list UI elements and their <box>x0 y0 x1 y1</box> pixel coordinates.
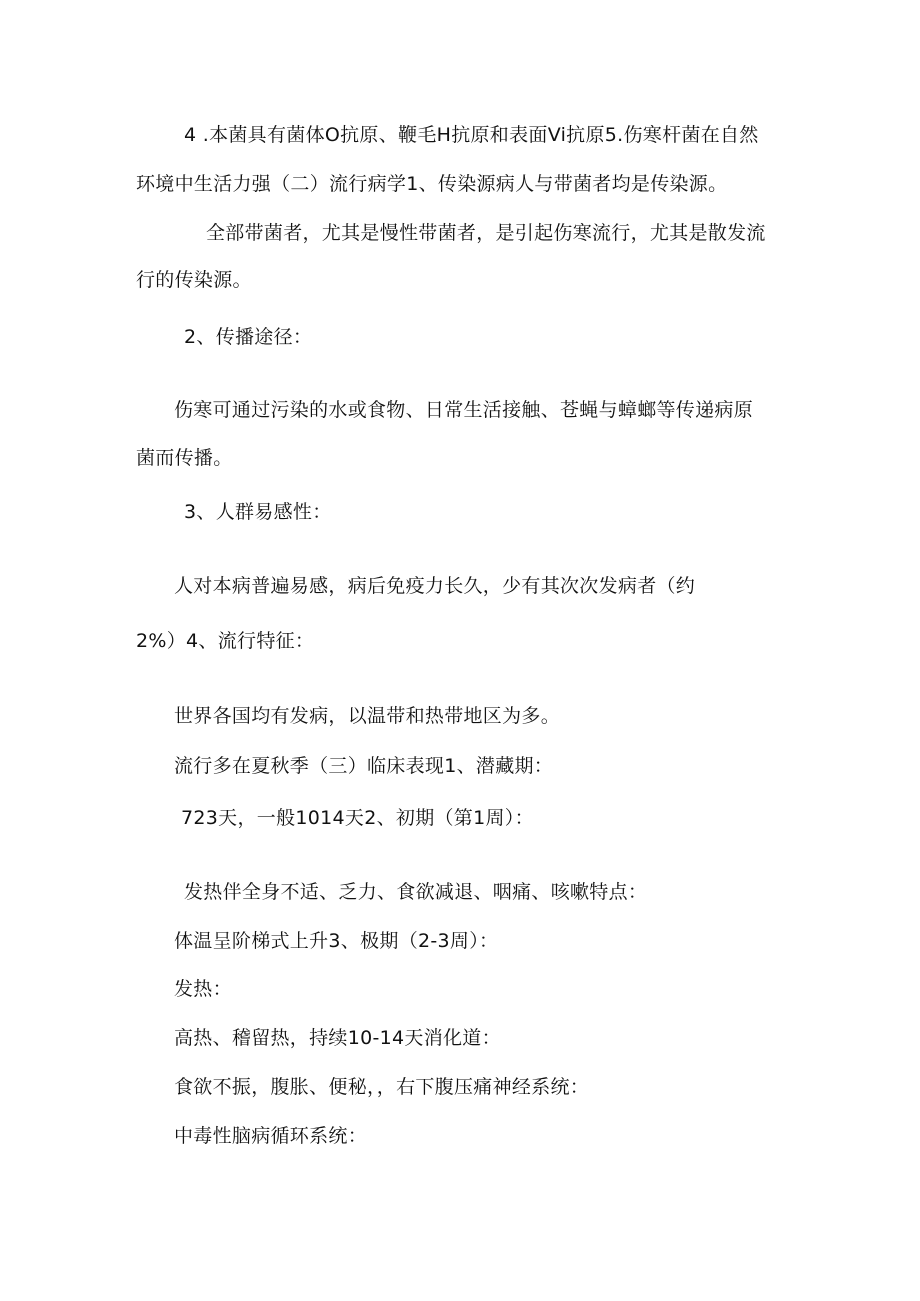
paragraph-line-19: 中毒性脑病循环系统： <box>174 1125 368 1147</box>
paragraph-line-18: 食欲不振，腹胀、便秘，，右下腹压痛神经系统： <box>174 1076 590 1098</box>
paragraph-line-14: 发热伴全身不适、乏力、食欲减退、咽痛、咳嗽特点： <box>184 881 648 903</box>
paragraph-line-11: 世界各国均有发病，以温带和热带地区为多。 <box>174 705 561 727</box>
paragraph-line-2: 环境中生活力强（二）流行病学1、传染源病人与带菌者均是传染源。 <box>136 173 728 195</box>
section-heading-transmission: 2、传播途径： <box>184 326 313 348</box>
paragraph-line-4: 行的传染源。 <box>136 269 252 291</box>
paragraph-line-17: 高热、稽留热，持续10-14天消化道： <box>174 1027 501 1049</box>
paragraph-line-15: 体温呈阶梯式上升3、极期（2-3周）： <box>174 930 499 952</box>
paragraph-line-16: 发热： <box>174 978 232 1000</box>
paragraph-line-1: 4 .本菌具有菌体O抗原、鞭毛H抗原和表面Vi抗原5.伤寒杆菌在自然 <box>184 124 759 146</box>
paragraph-line-13: 723天，一般1014天2、初期（第1周）： <box>181 807 534 829</box>
paragraph-line-9: 人对本病普遍易感，病后免疫力长久，少有其次次发病者（约 <box>174 575 696 597</box>
paragraph-line-3: 全部带菌者，尤其是慢性带菌者，是引起伤寒流行，尤其是散发流 <box>206 222 766 244</box>
paragraph-line-7: 菌而传播。 <box>136 447 233 469</box>
paragraph-line-12: 流行多在夏秋季（三）临床表现1、潜藏期： <box>174 755 554 777</box>
paragraph-line-6: 伤寒可通过污染的水或食物、日常生活接触、苍蝇与蟑螂等传递病原 <box>174 399 754 421</box>
paragraph-line-10: 2%）4、流行特征： <box>136 630 315 652</box>
section-heading-susceptibility: 3、人群易感性： <box>184 501 332 523</box>
